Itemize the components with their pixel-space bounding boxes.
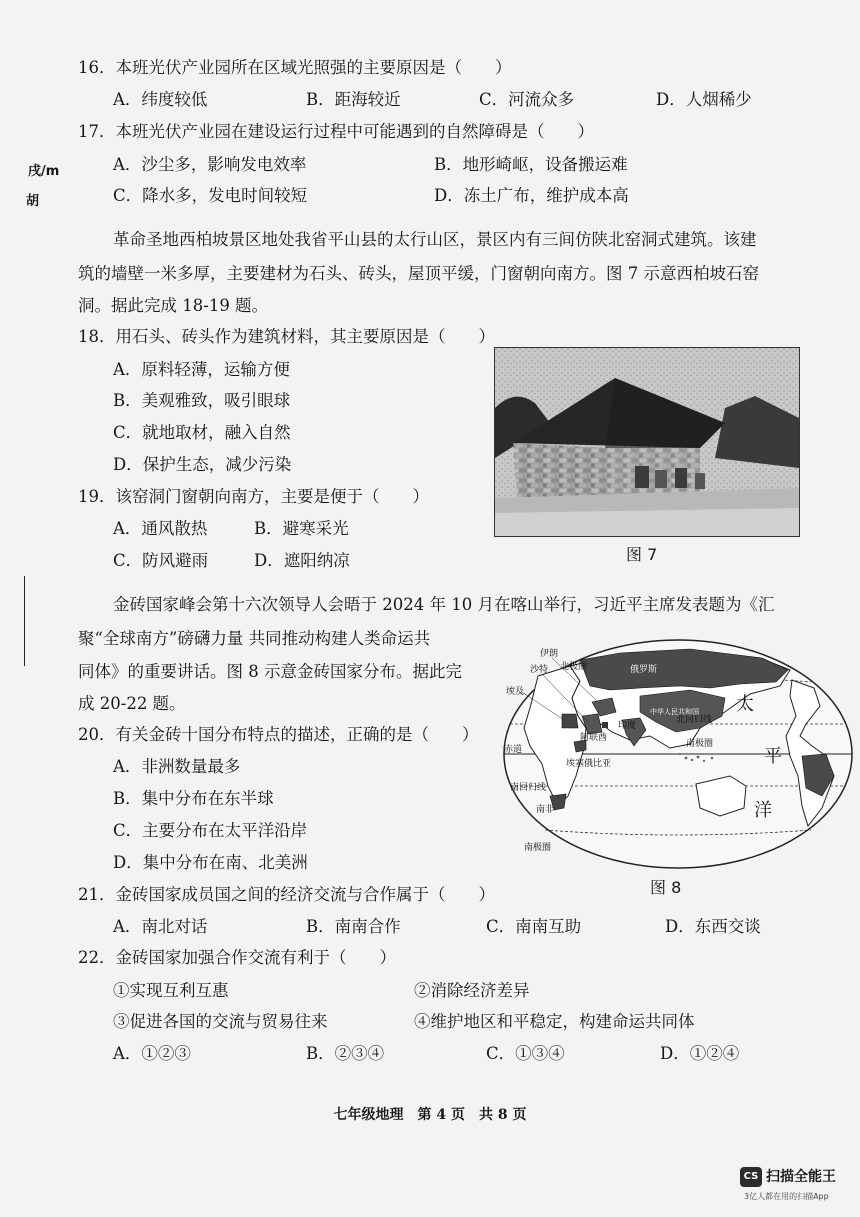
q18-option-a[interactable]: A．原料轻薄，运输方便 — [113, 360, 290, 379]
q22-item-1: ①实现互利互惠 — [113, 981, 229, 1000]
scanner-badge: CS — [740, 1167, 762, 1187]
q16-option-b[interactable]: B．距海较近 — [306, 90, 401, 109]
page-footer: 七年级地理 第 4 页 共 8 页 — [333, 1107, 527, 1123]
q19-option-a[interactable]: A．通风散热 — [113, 519, 208, 538]
map-label-uae: 阿联酋 — [580, 733, 608, 743]
map-label-ocean-3: 洋 — [754, 800, 772, 821]
map-label-india: 印度 — [618, 721, 637, 731]
map-label-equator: 赤道 — [504, 745, 523, 755]
q16-option-c[interactable]: C．河流众多 — [479, 90, 575, 109]
q16-option-a[interactable]: A．纬度较低 — [113, 90, 208, 109]
q19-option-d[interactable]: D．遮阳纳凉 — [254, 551, 350, 570]
passage1-line-3: 洞。据此完成 18-19 题。 — [78, 296, 269, 315]
q18-option-b[interactable]: B．美观雅致，吸引眼球 — [113, 391, 291, 410]
q16-option-d[interactable]: D．人烟稀少 — [656, 90, 752, 109]
passage2-line-1: 金砖国家峰会第十六次领导人会晤于 2024 年 10 月在喀山举行，习近平主席发表题为《汇 — [113, 595, 775, 614]
q21-option-d[interactable]: D．东西交谈 — [665, 917, 761, 936]
q22-option-d[interactable]: D．①②④ — [660, 1044, 740, 1063]
q22-option-b[interactable]: B．②③④ — [306, 1044, 385, 1063]
q18-stem: 18．用石头、砖头作为建筑材料，其主要原因是（ ） — [78, 327, 495, 346]
map-label-egypt: 埃及 — [506, 687, 525, 697]
world-map-svg — [500, 636, 856, 872]
q21-option-c[interactable]: C．南南互助 — [486, 917, 582, 936]
q17-option-b[interactable]: B．地形崎岖，设备搬运难 — [434, 155, 628, 174]
cave-dwelling-photo — [494, 347, 800, 537]
margin-note-2: 胡 — [26, 194, 40, 209]
q17-option-c[interactable]: C．降水多，发电时间较短 — [113, 186, 308, 205]
q22-option-a[interactable]: A．①②③ — [113, 1044, 191, 1063]
q20-option-c[interactable]: C．主要分布在太平洋沿岸 — [113, 821, 308, 840]
q16-stem: 16．本班光伏产业园所在区域光照强的主要原因是（ ） — [78, 58, 512, 77]
fig7-caption: 图 7 — [626, 545, 658, 564]
q21-option-a[interactable]: A．南北对话 — [113, 917, 208, 936]
map-label-antarctic-circle-bottom: 南极圈 — [524, 843, 552, 853]
passage2-line-3: 同体》的重要讲话。图 8 示意金砖国家分布。据此完 — [78, 662, 462, 681]
map-label-saudi: 沙特 — [530, 665, 549, 675]
passage2-line-4: 成 20-22 题。 — [78, 694, 186, 713]
q20-stem: 20．有关金砖十国分布特点的描述，正确的是（ ） — [78, 725, 479, 744]
q21-stem: 21．金砖国家成员国之间的经济交流与合作属于（ ） — [78, 885, 495, 904]
map-label-russia: 俄罗斯 — [630, 665, 658, 675]
map-label-ocean-1: 太 — [736, 694, 754, 715]
scanner-name: 扫描全能王 — [766, 1169, 836, 1185]
q17-option-d[interactable]: D．冻土广布，维护成本高 — [434, 186, 629, 205]
map-label-south-africa: 南非 — [536, 805, 555, 815]
map-label-arctic-circle: 北极圈 — [560, 662, 588, 672]
q20-option-b[interactable]: B．集中分布在东半球 — [113, 789, 274, 808]
q22-item-2: ②消除经济差异 — [414, 981, 530, 1000]
map-label-antarctic-circle-top: 南极圈 — [686, 739, 714, 749]
q19-stem: 19．该窑洞门窗朝向南方，主要是便于（ ） — [78, 487, 429, 506]
map-label-ethiopia: 埃塞俄比亚 — [566, 759, 612, 769]
margin-note-1: 戌/m — [28, 164, 60, 179]
map-label-ocean-2: 平 — [764, 746, 782, 767]
q18-option-c[interactable]: C．就地取材，融入自然 — [113, 423, 291, 442]
map-label-iran: 伊朗 — [540, 649, 559, 659]
q22-option-c[interactable]: C．①③④ — [486, 1044, 565, 1063]
q22-stem: 22．金砖国家加强合作交流有利于（ ） — [78, 948, 396, 967]
scanner-tagline: 3亿人都在用的扫描App — [744, 1192, 829, 1201]
q17-stem: 17．本班光伏产业园在建设运行过程中可能遇到的自然障碍是（ ） — [78, 122, 594, 141]
passage1-line-1: 革命圣地西柏坡景区地处我省平山县的太行山区，景区内有三间仿陕北窑洞式建筑。该建 — [113, 230, 757, 249]
stone-cave-illustration — [495, 348, 799, 536]
margin-bracket — [24, 576, 25, 666]
q22-item-3: ③促进各国的交流与贸易往来 — [113, 1012, 328, 1031]
fig8-caption: 图 8 — [650, 878, 682, 897]
map-label-tropic-capricorn: 南回归线 — [510, 783, 547, 793]
passage1-line-2: 筑的墙壁一米多厚，主要建材为石头、砖头，屋顶平缓，门窗朝向南方。图 7 示意西柏坡石窑 — [78, 264, 759, 283]
map-label-tropic-cancer: 北回归线 — [676, 715, 713, 725]
brics-world-map — [500, 636, 856, 872]
map-label-china: 中华人民共和国 — [650, 708, 699, 716]
q20-option-a[interactable]: A．非洲数量最多 — [113, 757, 241, 776]
q19-option-b[interactable]: B．避寒采光 — [254, 519, 349, 538]
q20-option-d[interactable]: D．集中分布在南、北美洲 — [113, 853, 308, 872]
passage2-line-2: 聚“全球南方”磅礴力量 共同推动构建人类命运共 — [78, 629, 431, 648]
q18-option-d[interactable]: D．保护生态，减少污染 — [113, 455, 292, 474]
q22-item-4: ④维护地区和平稳定，构建命运共同体 — [414, 1012, 695, 1031]
q17-option-a[interactable]: A．沙尘多，影响发电效率 — [113, 155, 307, 174]
q19-option-c[interactable]: C．防风避雨 — [113, 551, 209, 570]
q21-option-b[interactable]: B．南南合作 — [306, 917, 401, 936]
